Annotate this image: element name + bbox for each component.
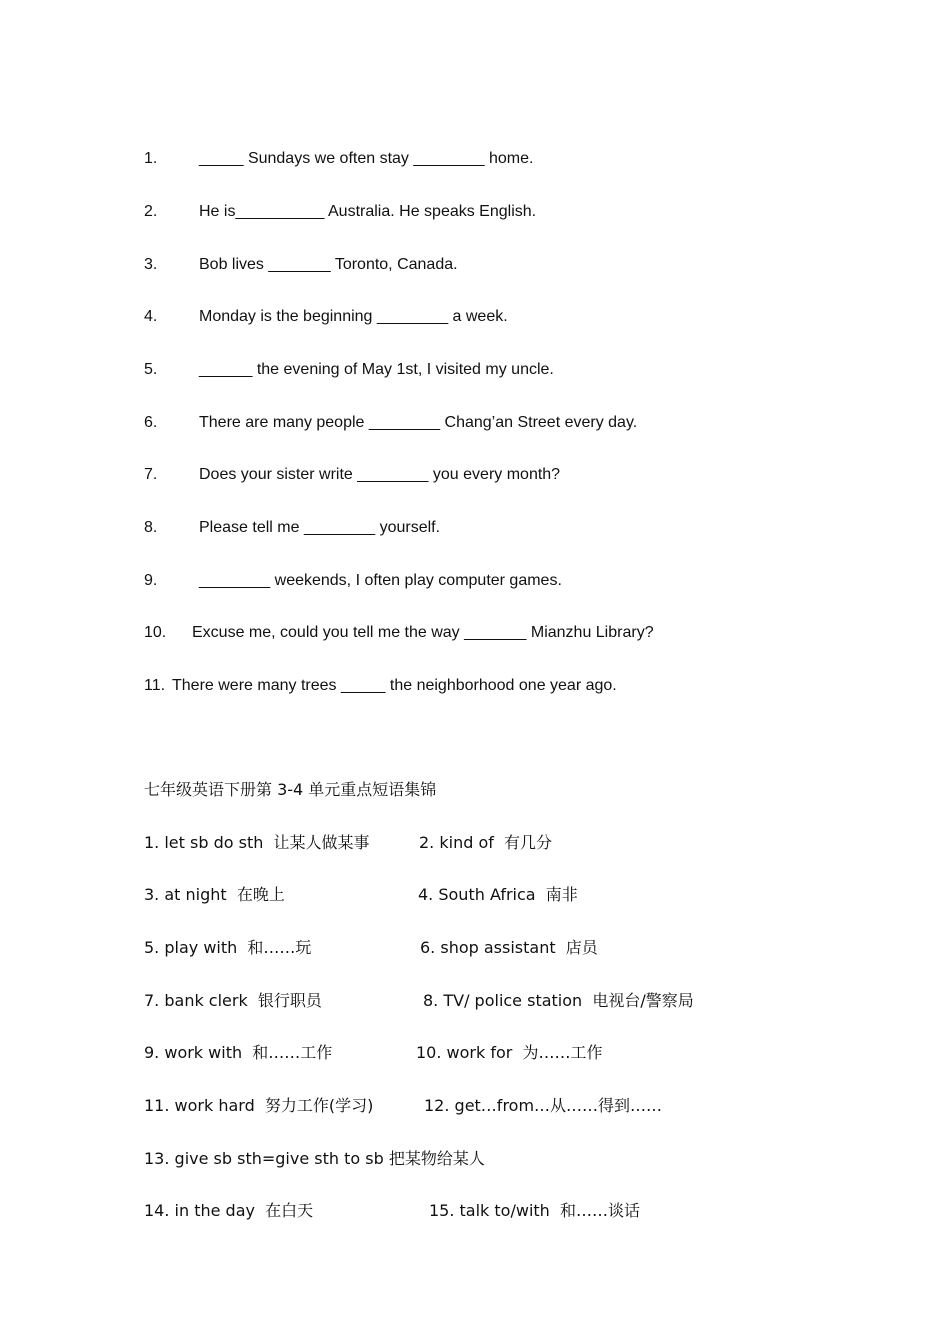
- phrase-item: 11. work hard 努力工作(学习): [144, 1096, 374, 1115]
- exercise-number: 6.: [144, 414, 158, 431]
- exercise-text: Please tell me ________ yourself.: [199, 519, 441, 536]
- phrase-item: 15. talk to/with 和……谈话: [429, 1201, 640, 1220]
- exercise-text: He is__________ Australia. He speaks English.: [199, 203, 537, 220]
- phrase-item: 13. give sb sth=give sth to sb 把某物给某人: [144, 1149, 485, 1168]
- exercise-text: ______ the evening of May 1st, I visited my uncle.: [199, 361, 554, 378]
- phrases-section-title: 七年级英语下册第 3-4 单元重点短语集锦: [144, 780, 437, 799]
- exercise-number: 7.: [144, 466, 158, 483]
- phrase-item: 14. in the day 在白天: [144, 1201, 314, 1220]
- exercise-text: Does your sister write ________ you every month?: [199, 466, 561, 483]
- exercise-number: 3.: [144, 256, 158, 273]
- phrase-item: 5. play with 和……玩: [144, 938, 312, 957]
- exercise-text: There are many people ________ Chang’an Street every day.: [199, 414, 638, 431]
- exercise-text: Bob lives _______ Toronto, Canada.: [199, 256, 458, 273]
- phrase-item: 9. work with 和……工作: [144, 1043, 333, 1062]
- phrase-item: 6. shop assistant 店员: [420, 938, 598, 957]
- phrase-item: 8. TV/ police station 电视台/警察局: [423, 991, 694, 1010]
- phrase-item: 7. bank clerk 银行职员: [144, 991, 322, 1010]
- exercise-text: ________ weekends, I often play computer games.: [199, 572, 562, 589]
- phrase-item: 3. at night 在晚上: [144, 885, 285, 904]
- exercise-number: 2.: [144, 203, 158, 220]
- exercise-text: _____ Sundays we often stay ________ home.: [199, 150, 534, 167]
- phrase-item: 10. work for 为……工作: [416, 1043, 603, 1062]
- exercise-text: There were many trees _____ the neighborhood one year ago.: [172, 677, 617, 694]
- phrase-item: 12. get…from…从……得到……: [424, 1096, 663, 1115]
- exercise-text: Monday is the beginning ________ a week.: [199, 308, 508, 325]
- exercise-number: 10.: [144, 624, 167, 641]
- phrase-item: 1. let sb do sth 让某人做某事: [144, 833, 370, 852]
- exercise-number: 8.: [144, 519, 158, 536]
- phrase-item: 2. kind of 有几分: [419, 833, 553, 852]
- phrase-item: 4. South Africa 南非: [418, 885, 578, 904]
- exercise-number: 1.: [144, 150, 158, 167]
- exercise-number: 11.: [144, 677, 166, 694]
- exercise-number: 4.: [144, 308, 158, 325]
- exercise-text: Excuse me, could you tell me the way _______ Mianzhu Library?: [192, 624, 654, 641]
- exercise-number: 5.: [144, 361, 158, 378]
- exercise-number: 9.: [144, 572, 158, 589]
